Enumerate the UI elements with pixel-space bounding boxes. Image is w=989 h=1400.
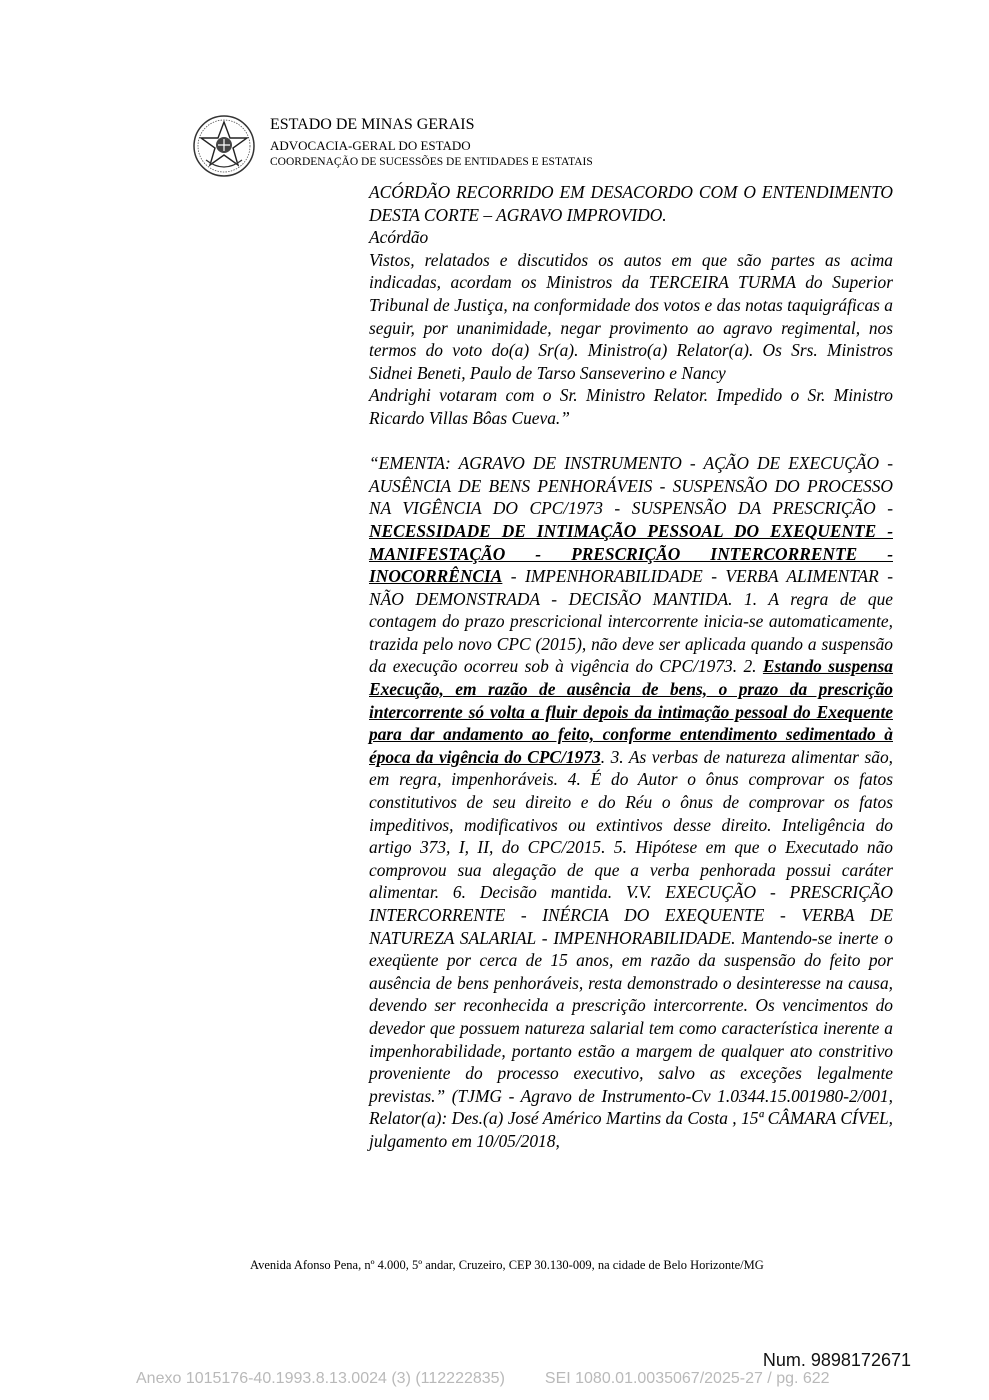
paragraph-acordao-text-cont: Andrighi votaram com o Sr. Ministro Relator. Impedido o Sr. Ministro Ricardo Villas Bôas Cueva.” [369, 385, 893, 428]
annex-reference: Anexo 1015176-40.1993.8.13.0024 (3) (112222835) [136, 1370, 505, 1387]
ementa-text-2: - IMPENHORABILIDADE - VERBA ALIMENTAR - NÃO DEMONSTRADA - DECISÃO MANTIDA. 1. A regra de que contagem do prazo prescricional intercorrente inicia-se automaticamente, trazida pelo novo CPC (2015), não deve ser aplicada quando a suspensão da execução ocorreu sob à vigência do CPC/1973. 2. [369, 566, 893, 677]
paragraph-ementa-tjmg [369, 452, 893, 1152]
footer-address: Avenida Afonso Pena, nº 4.000, 5º andar, Cruzeiro, CEP 30.130-009, na cidade de Belo Horizonte/MG [250, 1258, 764, 1272]
header-department-name: COORDENAÇÃO DE SUCESSÕES DE ENTIDADES E ESTATAIS [270, 156, 593, 168]
header-agency-name: ADVOCACIA-GERAL DO ESTADO [270, 138, 471, 153]
ementa-text-1: “EMENTA: AGRAVO DE INSTRUMENTO - AÇÃO DE EXECUÇÃO - AUSÊNCIA DE BENS PENHORÁVEIS - SUSPENSÃO DO PROCESSO NA VIGÊNCIA DO CPC/1973 - SUSPENSÃO DA PRESCRIÇÃO - [369, 453, 893, 519]
paragraph-acordao-label: Acórdão [369, 227, 429, 248]
document-body [369, 181, 893, 1153]
header-state-name: ESTADO DE MINAS GERAIS [270, 116, 475, 133]
paragraph-acordao-ementa: ACÓRDÃO RECORRIDO EM DESACORDO COM O ENTENDIMENTO DESTA CORTE – AGRAVO IMPROVIDO. [369, 182, 893, 225]
paragraph-acordao-text: Vistos, relatados e discutidos os autos em que são partes as acima indicadas, acordam os Ministros da TERCEIRA TURMA do Superior Tribunal de Justiça, na conformidade dos votos e das notas taquigráficas a seguir, por unanimidade, negar provimento ao agravo regimental, nos termos do voto do(a) Sr(a). Ministro(a) Relator(a). Os Srs. Ministros Sidnei Beneti, Paulo de Tarso Sanseverino e Nancy [369, 249, 893, 383]
document-number: Num. 9898172671 [762, 1350, 911, 1370]
coat-of-arms-icon [192, 114, 256, 178]
page-stamp [136, 1370, 870, 1388]
ementa-highlight-2: Estando suspensa Execução, em razão de ausência de bens, o prazo da prescrição intercorrente só volta a fluir depois da intimação pessoal do Exequente para dar andamento ao feito, conforme entendimento sedimentado à época da vigência do CPC/1973 [369, 656, 894, 767]
ementa-text-3: . 3. As verbas de natureza alimentar são, em regra, impenhoráveis. 4. É do Autor o ônus comprovar os fatos constitutivos de seu direito e do Réu o ônus de comprovar os fatos impeditivos, modificativos ou extintivos desse direito. Inteligência do artigo 373, I, II, do CPC/2015. 5. Hipótese em que o Executado não comprovou sua alegação de que a verba penhorada possui caráter alimentar. 6. Decisão mantida. V.V. EXECUÇÃO - PRESCRIÇÃO INTERCORRENTE - INÉRCIA DO EXEQUENTE - VERBA DE NATUREZA SALARIAL - IMPENHORABILIDADE. Mantendo-se inerte o exeqüente por cerca de 15 anos, em razão da suspensão do feito por ausência de bens penhoráveis, resta demonstrado o desinteresse na causa, devendo ser reconhecida a prescrição intercorrente. Os vencimentos do devedor que possuem natureza salarial tem como característica inerente a impenhorabilidade, portanto estão a margem de qualquer ato constritivo proveniente do processo executivo, salvo as exceções legalmente previstas.” (TJMG - Agravo de Instrumento-Cv 1.0344.15.001980-2/001, Relator(a): Des.(a) José Américo Martins da Costa , 15ª CÂMARA CÍVEL, julgamento em 10/05/2018, [369, 746, 893, 1151]
ementa-highlight-1: NECESSIDADE DE INTIMAÇÃO PESSOAL DO EXEQUENTE - MANIFESTAÇÃO - PRESCRIÇÃO INTERCORRENTE - INOCORRÊNCIA [369, 520, 893, 587]
sei-reference: SEI 1080.01.0035067/2025-27 / pg. 622 [544, 1370, 830, 1387]
